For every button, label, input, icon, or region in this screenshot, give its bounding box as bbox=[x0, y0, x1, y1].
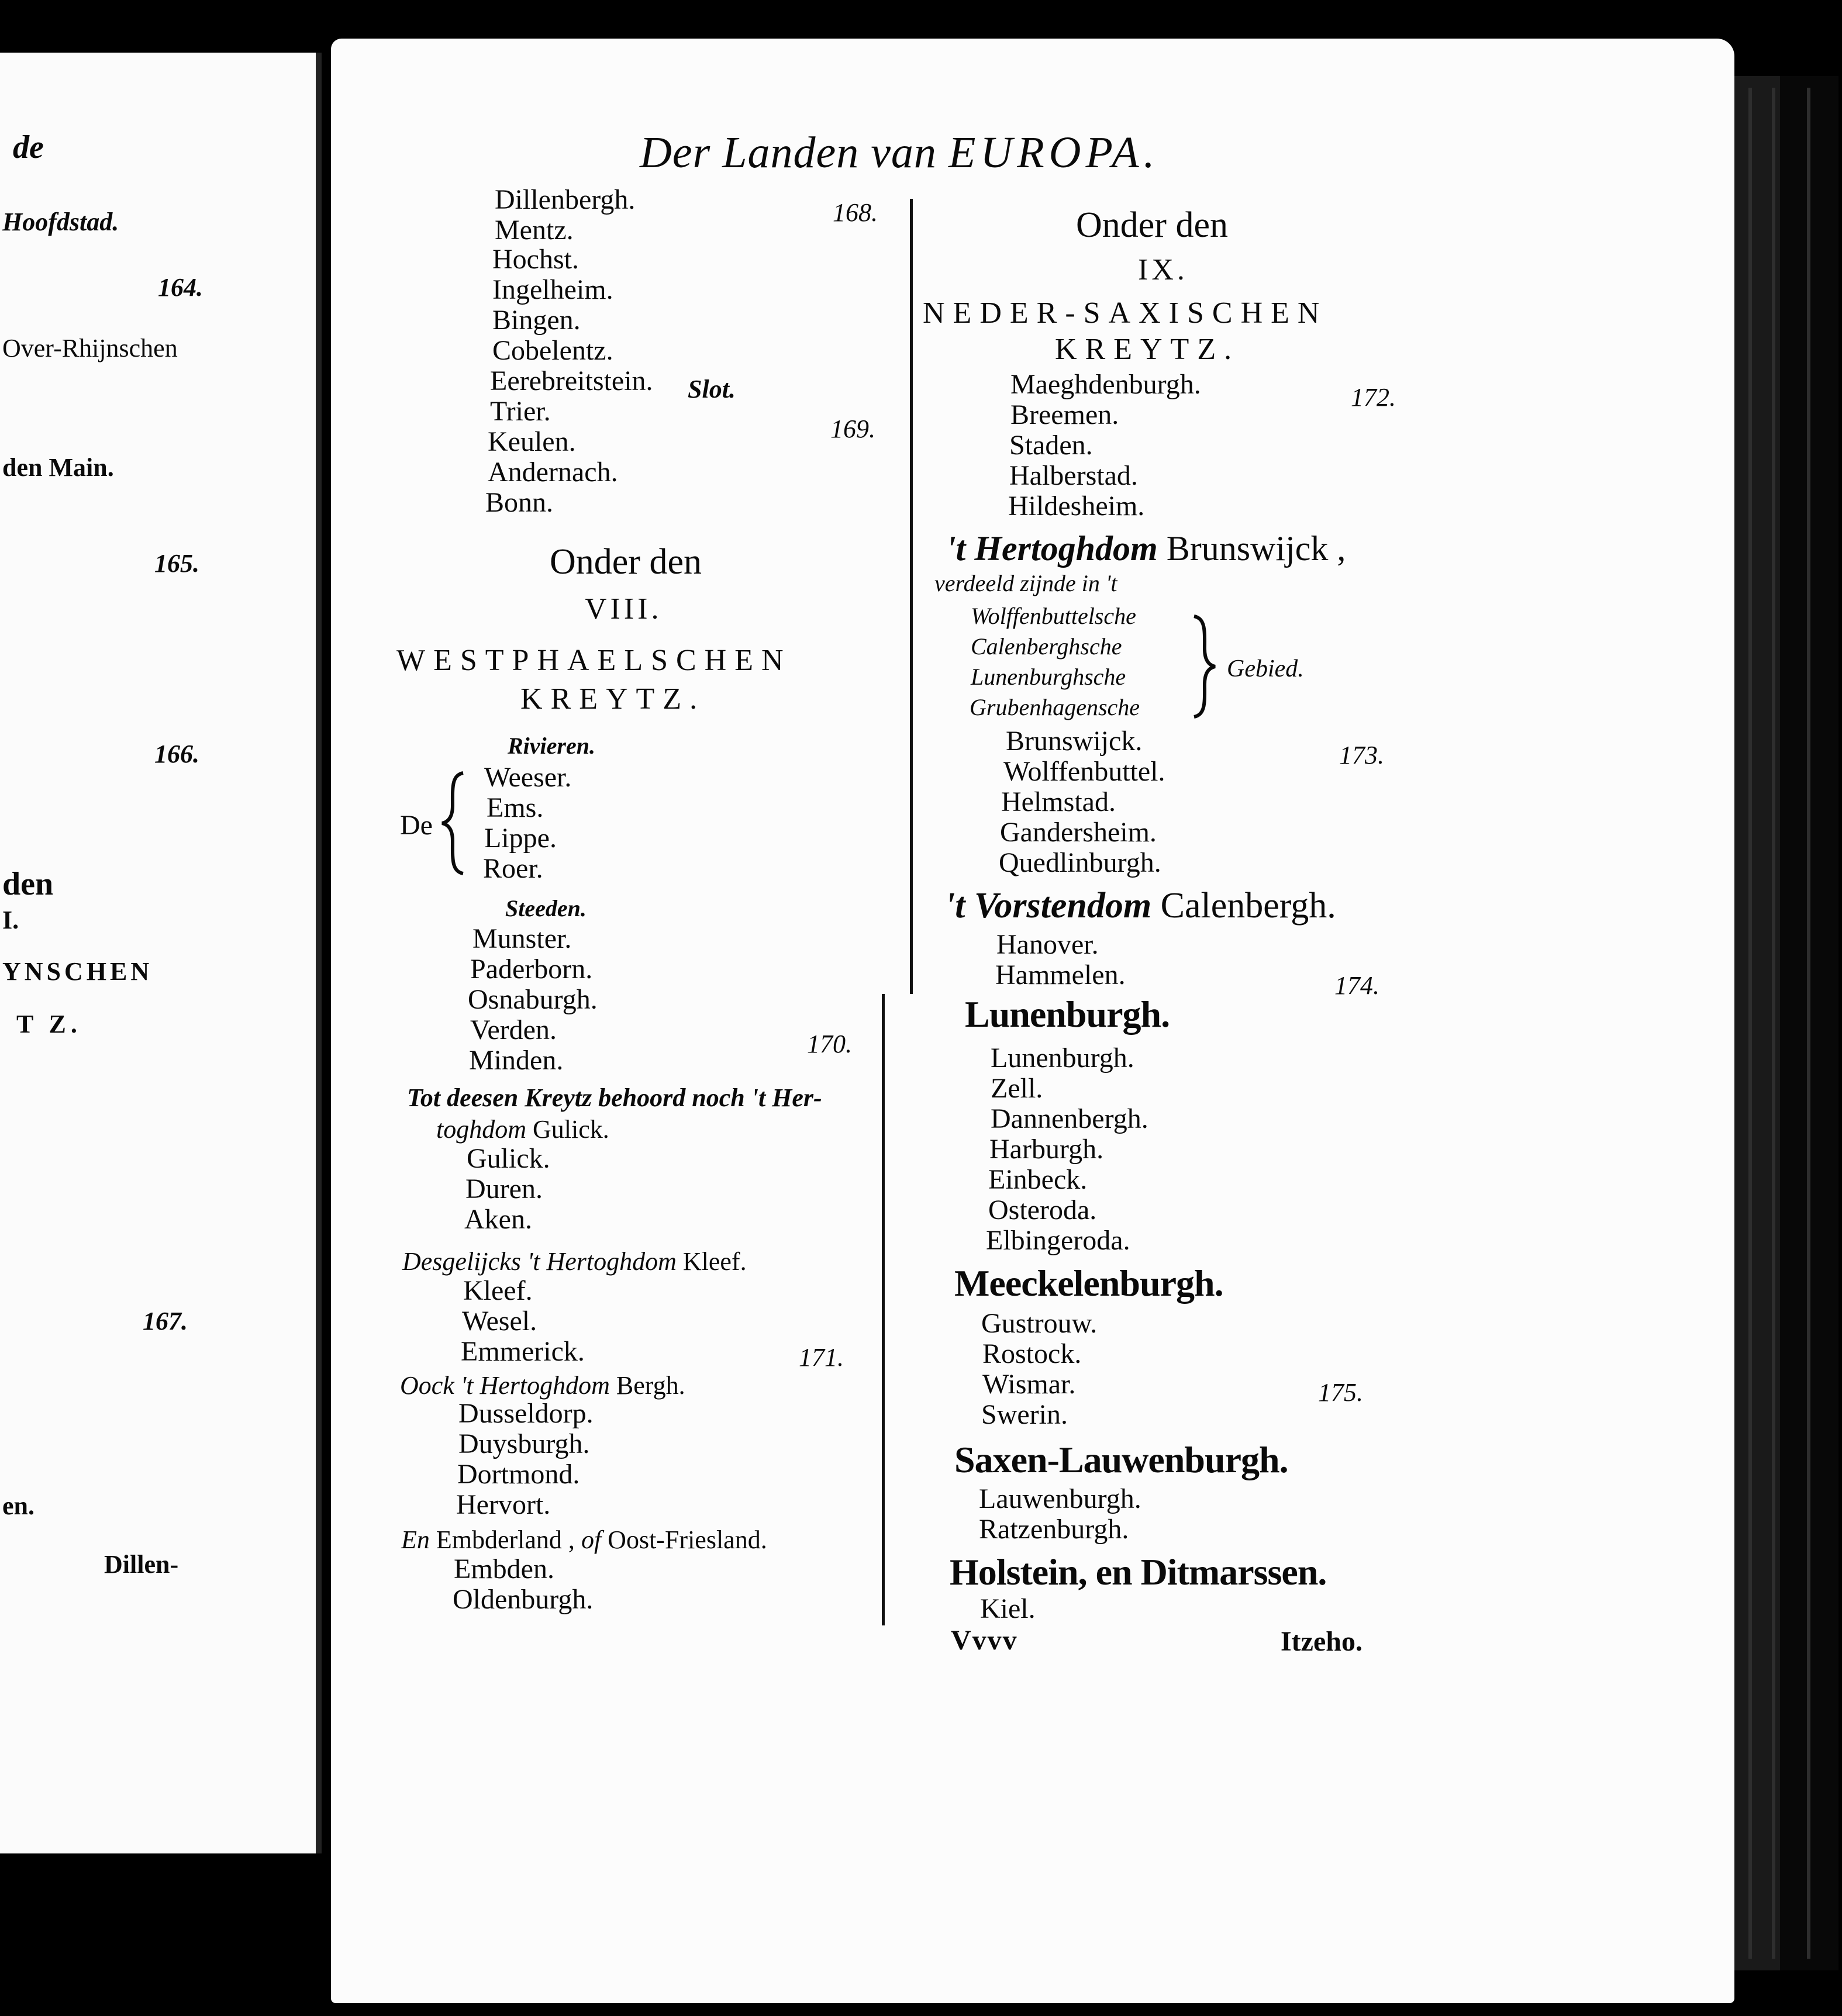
kreitz-label: KREYTZ. bbox=[520, 682, 706, 716]
left-line: Hoofdstad. bbox=[2, 208, 119, 236]
region-heading: Holstein, en Ditmarssen. bbox=[950, 1551, 1327, 1593]
page-ref: 173. bbox=[1339, 741, 1384, 769]
divided-note: verdeeld zijnde in 't bbox=[934, 570, 1117, 596]
place-name: Dannenbergh. bbox=[991, 1103, 1148, 1134]
place-name: Bonn. bbox=[485, 487, 554, 518]
place-name: Dortmond. bbox=[457, 1459, 580, 1490]
subheading-rivers: Rivieren. bbox=[508, 733, 595, 759]
left-line: 166. bbox=[154, 740, 199, 768]
page-title bbox=[640, 127, 1160, 178]
place-name: Helmstad. bbox=[1001, 786, 1116, 817]
place-name: Munster. bbox=[472, 923, 572, 954]
page-edge-line bbox=[1748, 88, 1752, 1959]
place-name: Aken. bbox=[464, 1204, 532, 1235]
principality-heading bbox=[945, 885, 1336, 927]
place-name: Duren. bbox=[465, 1173, 543, 1204]
region-heading: Saxen-Lauwenburgh. bbox=[954, 1439, 1288, 1480]
place-name: Wismar. bbox=[982, 1369, 1076, 1400]
duchy-italic: 't Hertoghdom bbox=[946, 529, 1158, 568]
place-name: Dusseldorp. bbox=[458, 1398, 594, 1429]
page-ref: 168. bbox=[833, 198, 878, 227]
column-rule bbox=[910, 199, 913, 994]
left-line: de bbox=[13, 129, 44, 165]
place-name: Zell. bbox=[991, 1073, 1043, 1104]
place-name: Wolffenbuttel. bbox=[1003, 756, 1165, 787]
territory: Calenberghsche bbox=[971, 633, 1122, 660]
place-name: Verden. bbox=[470, 1014, 557, 1045]
river-name: Roer. bbox=[483, 853, 543, 884]
left-line: den Main. bbox=[2, 453, 114, 482]
place-name: Paderborn. bbox=[470, 954, 593, 985]
kreitz-label: KREYTZ. bbox=[1055, 333, 1240, 366]
signature-mark: Vvvv bbox=[951, 1625, 1018, 1656]
note-italic: toghdom bbox=[436, 1115, 526, 1144]
place-name: Hildesheim. bbox=[1008, 491, 1145, 522]
region-heading: Lunenburgh. bbox=[965, 993, 1170, 1035]
place-name: Osnaburgh. bbox=[468, 984, 598, 1015]
place-name: Halberstad. bbox=[1009, 460, 1138, 491]
place-name: Gulick. bbox=[467, 1143, 550, 1174]
note-text: Oost-Friesland. bbox=[608, 1525, 767, 1554]
note-line bbox=[401, 1525, 767, 1555]
place-name: Harburgh. bbox=[989, 1134, 1104, 1165]
left-line: YNSCHEN bbox=[2, 957, 153, 986]
note-line bbox=[400, 1371, 685, 1400]
region-heading: Meeckelenburgh. bbox=[954, 1262, 1223, 1304]
principality-italic: 't Vorstendom bbox=[945, 886, 1152, 926]
note-italic: of bbox=[581, 1525, 602, 1554]
territory-label: Gebied. bbox=[1227, 655, 1304, 682]
place-name: Duysburgh. bbox=[458, 1428, 590, 1459]
place-name: Kleef. bbox=[463, 1275, 533, 1306]
page-edge-line bbox=[1772, 88, 1775, 1959]
place-name: Gandersheim. bbox=[1000, 817, 1157, 848]
page-edge-line bbox=[1807, 88, 1810, 1959]
place-name: Bingen. bbox=[492, 305, 581, 336]
place-name: Keulen. bbox=[488, 426, 576, 457]
place-name: Maeghdenburgh. bbox=[1010, 369, 1201, 400]
note-line: Tot deesen Kreytz behoord noch 't Her- bbox=[407, 1083, 822, 1112]
place-name: Staden. bbox=[1009, 430, 1093, 461]
note-italic: Desgelijcks 't Hertoghdom bbox=[402, 1247, 677, 1276]
column-rule bbox=[882, 994, 885, 1625]
place-name: Gustrouw. bbox=[981, 1308, 1098, 1339]
place-name: Breemen. bbox=[1010, 399, 1119, 430]
left-line: den bbox=[2, 866, 54, 902]
note-italic: En bbox=[401, 1525, 430, 1554]
place-name: Hochst. bbox=[492, 244, 579, 275]
left-line: T Z. bbox=[16, 1010, 82, 1038]
place-name: Lunenburgh. bbox=[991, 1042, 1134, 1073]
river-name: Lippe. bbox=[484, 823, 557, 854]
river-name: Weeser. bbox=[484, 762, 572, 793]
note-line bbox=[402, 1247, 747, 1276]
left-line: en. bbox=[2, 1492, 35, 1520]
place-name: Ingelheim. bbox=[492, 274, 613, 305]
note-line bbox=[436, 1114, 609, 1144]
place-name: Hanover. bbox=[996, 929, 1099, 960]
place-name: Elbingeroda. bbox=[986, 1225, 1130, 1256]
note-text: Kleef. bbox=[682, 1247, 747, 1276]
place-name: Quedlinburgh. bbox=[999, 847, 1161, 878]
place-name: Swerin. bbox=[981, 1399, 1068, 1430]
place-name: Wesel. bbox=[462, 1306, 537, 1337]
left-line: 165. bbox=[154, 549, 199, 578]
section-numeral: VIII. bbox=[585, 592, 663, 626]
left-brace bbox=[440, 771, 468, 876]
place-name: Trier. bbox=[490, 396, 551, 427]
left-line: I. bbox=[2, 906, 19, 934]
kreitz-name: WESTPHAELSCHEN bbox=[396, 644, 792, 677]
page-ref: 174. bbox=[1334, 971, 1379, 1000]
place-name: Lauwenburgh. bbox=[979, 1483, 1141, 1514]
note-text: Bergh. bbox=[616, 1371, 685, 1400]
place-name: Oldenburgh. bbox=[453, 1584, 594, 1615]
place-name: Brunswijck. bbox=[1006, 726, 1143, 757]
page-ref: 171. bbox=[799, 1343, 844, 1372]
section-heading: Onder den bbox=[1076, 205, 1228, 245]
place-name: Embden. bbox=[454, 1554, 554, 1585]
territory: Lunenburghsche bbox=[971, 664, 1126, 690]
place-name: Dillenbergh. bbox=[495, 184, 636, 215]
page-ref: 169. bbox=[830, 415, 875, 443]
place-name: Einbeck. bbox=[988, 1164, 1088, 1195]
page-ref: 172. bbox=[1351, 383, 1396, 412]
duchy-heading bbox=[946, 529, 1346, 569]
castle-note: Slot. bbox=[688, 375, 736, 403]
left-page-fragment bbox=[0, 53, 322, 1853]
territory: Wolffenbuttelsche bbox=[971, 603, 1136, 629]
place-name: Andernach. bbox=[488, 457, 618, 488]
section-numeral: IX. bbox=[1138, 253, 1188, 286]
kreitz-name: NEDER-SAXISCHEN bbox=[923, 296, 1328, 330]
note-italic: Oock 't Hertoghdom bbox=[400, 1371, 610, 1400]
river-name: Ems. bbox=[487, 792, 544, 823]
place-name: Hammelen. bbox=[995, 959, 1126, 990]
duchy-name: Brunswijck , bbox=[1166, 529, 1346, 568]
left-line: Over-Rhijnschen bbox=[2, 334, 178, 363]
left-line: Dillen- bbox=[104, 1550, 179, 1579]
left-line: 167. bbox=[143, 1307, 188, 1335]
left-line: 164. bbox=[158, 273, 203, 302]
catchword: Itzeho. bbox=[1281, 1626, 1362, 1657]
place-name: Rostock. bbox=[982, 1338, 1082, 1369]
subheading-towns: Steeden. bbox=[505, 895, 587, 921]
territory: Grubenhagensche bbox=[970, 694, 1140, 720]
note-text: Gulick. bbox=[533, 1115, 609, 1144]
page-ref: 175. bbox=[1318, 1378, 1363, 1407]
section-heading: Onder den bbox=[550, 542, 702, 582]
place-name: Mentz. bbox=[495, 215, 574, 246]
article-de: De bbox=[400, 810, 433, 841]
place-name: Osteroda. bbox=[988, 1195, 1097, 1226]
principality-name: Calenbergh. bbox=[1160, 886, 1336, 926]
place-name: Eerebreitstein. bbox=[490, 365, 653, 396]
title-text: Der Landen van bbox=[640, 128, 937, 177]
place-name: Cobelentz. bbox=[492, 335, 613, 366]
place-name: Kiel. bbox=[980, 1593, 1036, 1624]
place-name: Emmerick. bbox=[461, 1336, 585, 1367]
place-name: Ratzenburgh. bbox=[979, 1514, 1129, 1545]
page-ref: 170. bbox=[807, 1030, 852, 1058]
title-caps: EUROPA. bbox=[948, 128, 1160, 177]
place-name: Hervort. bbox=[456, 1489, 551, 1520]
note-text: Embderland , bbox=[436, 1525, 575, 1554]
right-brace bbox=[1189, 614, 1217, 719]
place-name: Minden. bbox=[469, 1045, 564, 1076]
